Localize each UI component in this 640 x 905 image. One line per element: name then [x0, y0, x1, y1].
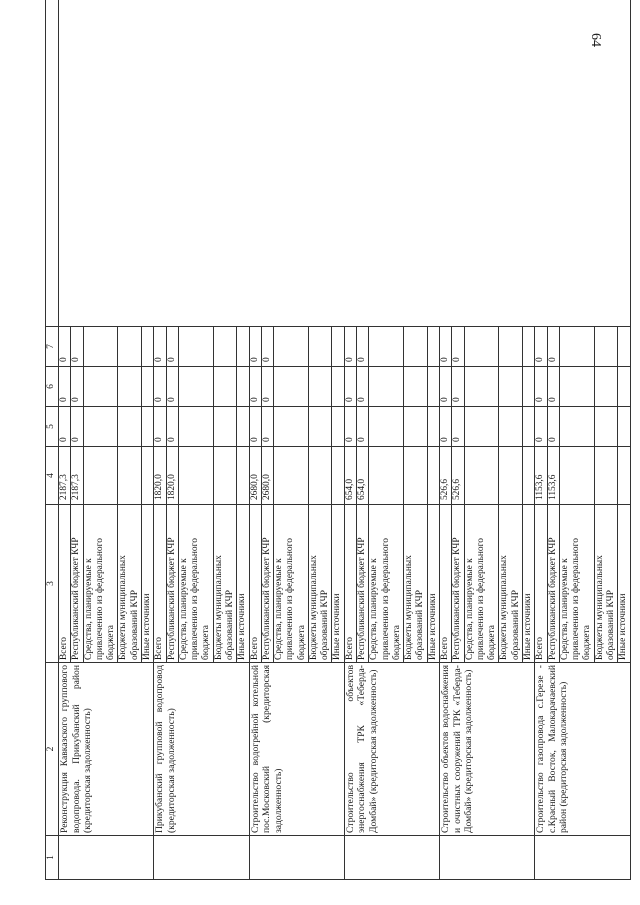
value-cell-c4: 654,0	[344, 447, 356, 505]
value-cell-c7	[237, 327, 249, 367]
value-cell-c6	[559, 367, 594, 407]
value-cell-c4	[594, 447, 618, 505]
value-cell-c5	[237, 407, 249, 447]
value-cell-c6: 0	[71, 367, 83, 407]
value-cell-c5	[83, 407, 118, 447]
funding-source: Всего	[249, 505, 261, 663]
funding-source: Бюджеты муниципальных образований КЧР	[118, 505, 142, 663]
budget-table	[45, 0, 631, 880]
header-row	[46, 0, 59, 880]
value-cell-c5	[308, 407, 332, 447]
value-cell-c7: 0	[440, 327, 452, 367]
funding-source: Бюджеты муниципальных образований КЧР	[308, 505, 332, 663]
value-cell-c5	[178, 407, 213, 447]
value-cell-c5	[332, 407, 344, 447]
value-cell-c7	[332, 327, 344, 367]
value-cell-c4: 1820,0	[154, 447, 166, 505]
value-cell-c6	[118, 367, 142, 407]
funding-source: Республиканский бюджет КЧР	[357, 505, 369, 663]
value-cell-c6	[618, 367, 630, 407]
value-cell-c4: 526,6	[452, 447, 464, 505]
funding-source: Иные источники	[427, 505, 439, 663]
funding-source: Республиканский бюджет КЧР	[547, 505, 559, 663]
value-cell-c4	[308, 447, 332, 505]
page-number: 64	[588, 33, 603, 47]
value-cell-c5: 0	[71, 407, 83, 447]
value-cell-c4	[464, 447, 499, 505]
value-cell-c6	[237, 367, 249, 407]
value-cell-c7: 0	[547, 327, 559, 367]
value-cell-c7: 0	[249, 327, 261, 367]
value-cell-c4	[237, 447, 249, 505]
funding-source: Средства, планируемые к привлечению из федерального бюджета	[559, 505, 594, 663]
value-cell-c6	[594, 367, 618, 407]
value-cell-c6	[427, 367, 439, 407]
row-number-cell	[344, 836, 439, 880]
funding-source: Республиканский бюджет КЧР	[71, 505, 83, 663]
funding-source: Республиканский бюджет КЧР	[166, 505, 178, 663]
value-cell-c6	[213, 367, 237, 407]
value-cell-c6: 0	[249, 367, 261, 407]
empty-column	[46, 0, 59, 327]
project-name: Строительство объектов энергоснабжения ТРК «Теберда-Домбай» (кредиторская задолженность)	[344, 663, 439, 836]
value-cell-c4: 654,0	[357, 447, 369, 505]
column-header: 7	[46, 327, 59, 367]
value-cell-c5: 0	[440, 407, 452, 447]
value-cell-c7	[464, 327, 499, 367]
value-cell-c5	[594, 407, 618, 447]
value-cell-c4: 1153,6	[535, 447, 547, 505]
value-cell-c4: 1820,0	[166, 447, 178, 505]
value-cell-c4	[404, 447, 428, 505]
value-cell-c4	[332, 447, 344, 505]
funding-source: Бюджеты муниципальных образований КЧР	[213, 505, 237, 663]
empty-column-cell	[59, 0, 631, 327]
value-cell-c6: 0	[535, 367, 547, 407]
value-cell-c5	[141, 407, 153, 447]
value-cell-c6: 0	[59, 367, 71, 407]
value-cell-c5: 0	[261, 407, 273, 447]
value-cell-c4	[213, 447, 237, 505]
funding-source: Всего	[344, 505, 356, 663]
value-cell-c4	[141, 447, 153, 505]
value-cell-c7	[427, 327, 439, 367]
value-cell-c5: 0	[249, 407, 261, 447]
value-cell-c5: 0	[452, 407, 464, 447]
value-cell-c4: 2680,0	[249, 447, 261, 505]
value-cell-c7	[522, 327, 534, 367]
value-cell-c4: 526,6	[440, 447, 452, 505]
value-cell-c7: 0	[452, 327, 464, 367]
funding-source: Бюджеты муниципальных образований КЧР	[499, 505, 523, 663]
rotated-page	[45, 40, 629, 880]
funding-source: Всего	[59, 505, 71, 663]
value-cell-c5	[274, 407, 309, 447]
value-cell-c7	[559, 327, 594, 367]
value-cell-c6: 0	[547, 367, 559, 407]
funding-source: Средства, планируемые к привлечению из федерального бюджета	[369, 505, 404, 663]
funding-source: Иные источники	[237, 505, 249, 663]
funding-source: Средства, планируемые к привлечению из федерального бюджета	[274, 505, 309, 663]
value-cell-c6	[464, 367, 499, 407]
value-cell-c4	[83, 447, 118, 505]
value-cell-c5: 0	[59, 407, 71, 447]
value-cell-c6	[141, 367, 153, 407]
value-cell-c7: 0	[261, 327, 273, 367]
value-cell-c7: 0	[344, 327, 356, 367]
value-cell-c7	[118, 327, 142, 367]
value-cell-c4	[499, 447, 523, 505]
value-cell-c5: 0	[344, 407, 356, 447]
value-cell-c7	[274, 327, 309, 367]
column-header: 4	[46, 447, 59, 505]
funding-source: Всего	[154, 505, 166, 663]
value-cell-c6	[332, 367, 344, 407]
value-cell-c5	[559, 407, 594, 447]
value-cell-c4	[522, 447, 534, 505]
row-number-cell	[249, 836, 344, 880]
funding-source: Средства, планируемые к привлечению из федерального бюджета	[464, 505, 499, 663]
column-header: 6	[46, 367, 59, 407]
column-header: 5	[46, 407, 59, 447]
value-cell-c7: 0	[535, 327, 547, 367]
project-name: Реконструкция Кавказского группового водопровода. Прикубанский район (кредиторская задолженность)	[59, 663, 154, 836]
funding-source: Республиканский бюджет КЧР	[261, 505, 273, 663]
value-cell-c6: 0	[261, 367, 273, 407]
value-cell-c4	[618, 447, 630, 505]
value-cell-c7	[404, 327, 428, 367]
value-cell-c5: 0	[535, 407, 547, 447]
value-cell-c5: 0	[154, 407, 166, 447]
column-header: 2	[46, 663, 59, 836]
value-cell-c5	[464, 407, 499, 447]
table-row	[59, 0, 71, 880]
value-cell-c6: 0	[344, 367, 356, 407]
value-cell-c6: 0	[154, 367, 166, 407]
value-cell-c5	[522, 407, 534, 447]
value-cell-c7	[308, 327, 332, 367]
value-cell-c5	[499, 407, 523, 447]
value-cell-c6	[178, 367, 213, 407]
row-number-cell	[440, 836, 535, 880]
value-cell-c7: 0	[166, 327, 178, 367]
value-cell-c6	[274, 367, 309, 407]
value-cell-c7	[213, 327, 237, 367]
value-cell-c6: 0	[166, 367, 178, 407]
funding-source: Иные источники	[141, 505, 153, 663]
project-name: Строительство водогрейной котельной пос.Московский (кредиторская задолженность)	[249, 663, 344, 836]
column-header: 3	[46, 505, 59, 663]
value-cell-c7	[83, 327, 118, 367]
value-cell-c6: 0	[440, 367, 452, 407]
value-cell-c7	[499, 327, 523, 367]
value-cell-c5	[618, 407, 630, 447]
value-cell-c5	[404, 407, 428, 447]
value-cell-c4	[427, 447, 439, 505]
value-cell-c4: 1153,6	[547, 447, 559, 505]
value-cell-c6	[499, 367, 523, 407]
funding-source: Средства, планируемые к привлечению из федерального бюджета	[83, 505, 118, 663]
value-cell-c4	[274, 447, 309, 505]
project-name: Строительство газопровода с.Герезе - с.Красный Восток, Малокарачаевский район (кредиторская задолженность)	[535, 663, 630, 836]
value-cell-c4: 2680,0	[261, 447, 273, 505]
value-cell-c4	[118, 447, 142, 505]
value-cell-c6	[308, 367, 332, 407]
value-cell-c6: 0	[452, 367, 464, 407]
column-header: 1	[46, 836, 59, 880]
funding-source: Республиканский бюджет КЧР	[452, 505, 464, 663]
funding-source: Средства, планируемые к привлечению из федерального бюджета	[178, 505, 213, 663]
row-number-cell	[59, 836, 154, 880]
value-cell-c5	[118, 407, 142, 447]
value-cell-c4: 2187,3	[59, 447, 71, 505]
table-body	[59, 0, 631, 880]
value-cell-c5: 0	[357, 407, 369, 447]
value-cell-c7: 0	[357, 327, 369, 367]
funding-source: Всего	[440, 505, 452, 663]
value-cell-c6	[83, 367, 118, 407]
project-name: Прикубанский групповой водопровод (кредиторская задолженность)	[154, 663, 249, 836]
funding-source: Иные источники	[332, 505, 344, 663]
value-cell-c5: 0	[166, 407, 178, 447]
value-cell-c7	[141, 327, 153, 367]
value-cell-c7: 0	[59, 327, 71, 367]
value-cell-c7	[369, 327, 404, 367]
value-cell-c6	[522, 367, 534, 407]
value-cell-c6	[369, 367, 404, 407]
funding-source: Иные источники	[618, 505, 630, 663]
row-number-cell	[535, 836, 630, 880]
value-cell-c5	[427, 407, 439, 447]
value-cell-c5: 0	[547, 407, 559, 447]
value-cell-c4: 2187,3	[71, 447, 83, 505]
value-cell-c7	[178, 327, 213, 367]
value-cell-c7	[594, 327, 618, 367]
funding-source: Бюджеты муниципальных образований КЧР	[594, 505, 618, 663]
value-cell-c5	[213, 407, 237, 447]
value-cell-c7	[618, 327, 630, 367]
value-cell-c7: 0	[71, 327, 83, 367]
value-cell-c4	[369, 447, 404, 505]
funding-source: Бюджеты муниципальных образований КЧР	[404, 505, 428, 663]
funding-source: Иные источники	[522, 505, 534, 663]
value-cell-c4	[178, 447, 213, 505]
project-name: Строительство объектов водоснабжения и очистных сооружений ТРК «Теберда-Домбай» (кредиторская задолженность)	[440, 663, 535, 836]
value-cell-c5	[369, 407, 404, 447]
value-cell-c6	[404, 367, 428, 407]
funding-source: Всего	[535, 505, 547, 663]
value-cell-c7: 0	[154, 327, 166, 367]
value-cell-c6: 0	[357, 367, 369, 407]
row-number-cell	[154, 836, 249, 880]
value-cell-c4	[559, 447, 594, 505]
